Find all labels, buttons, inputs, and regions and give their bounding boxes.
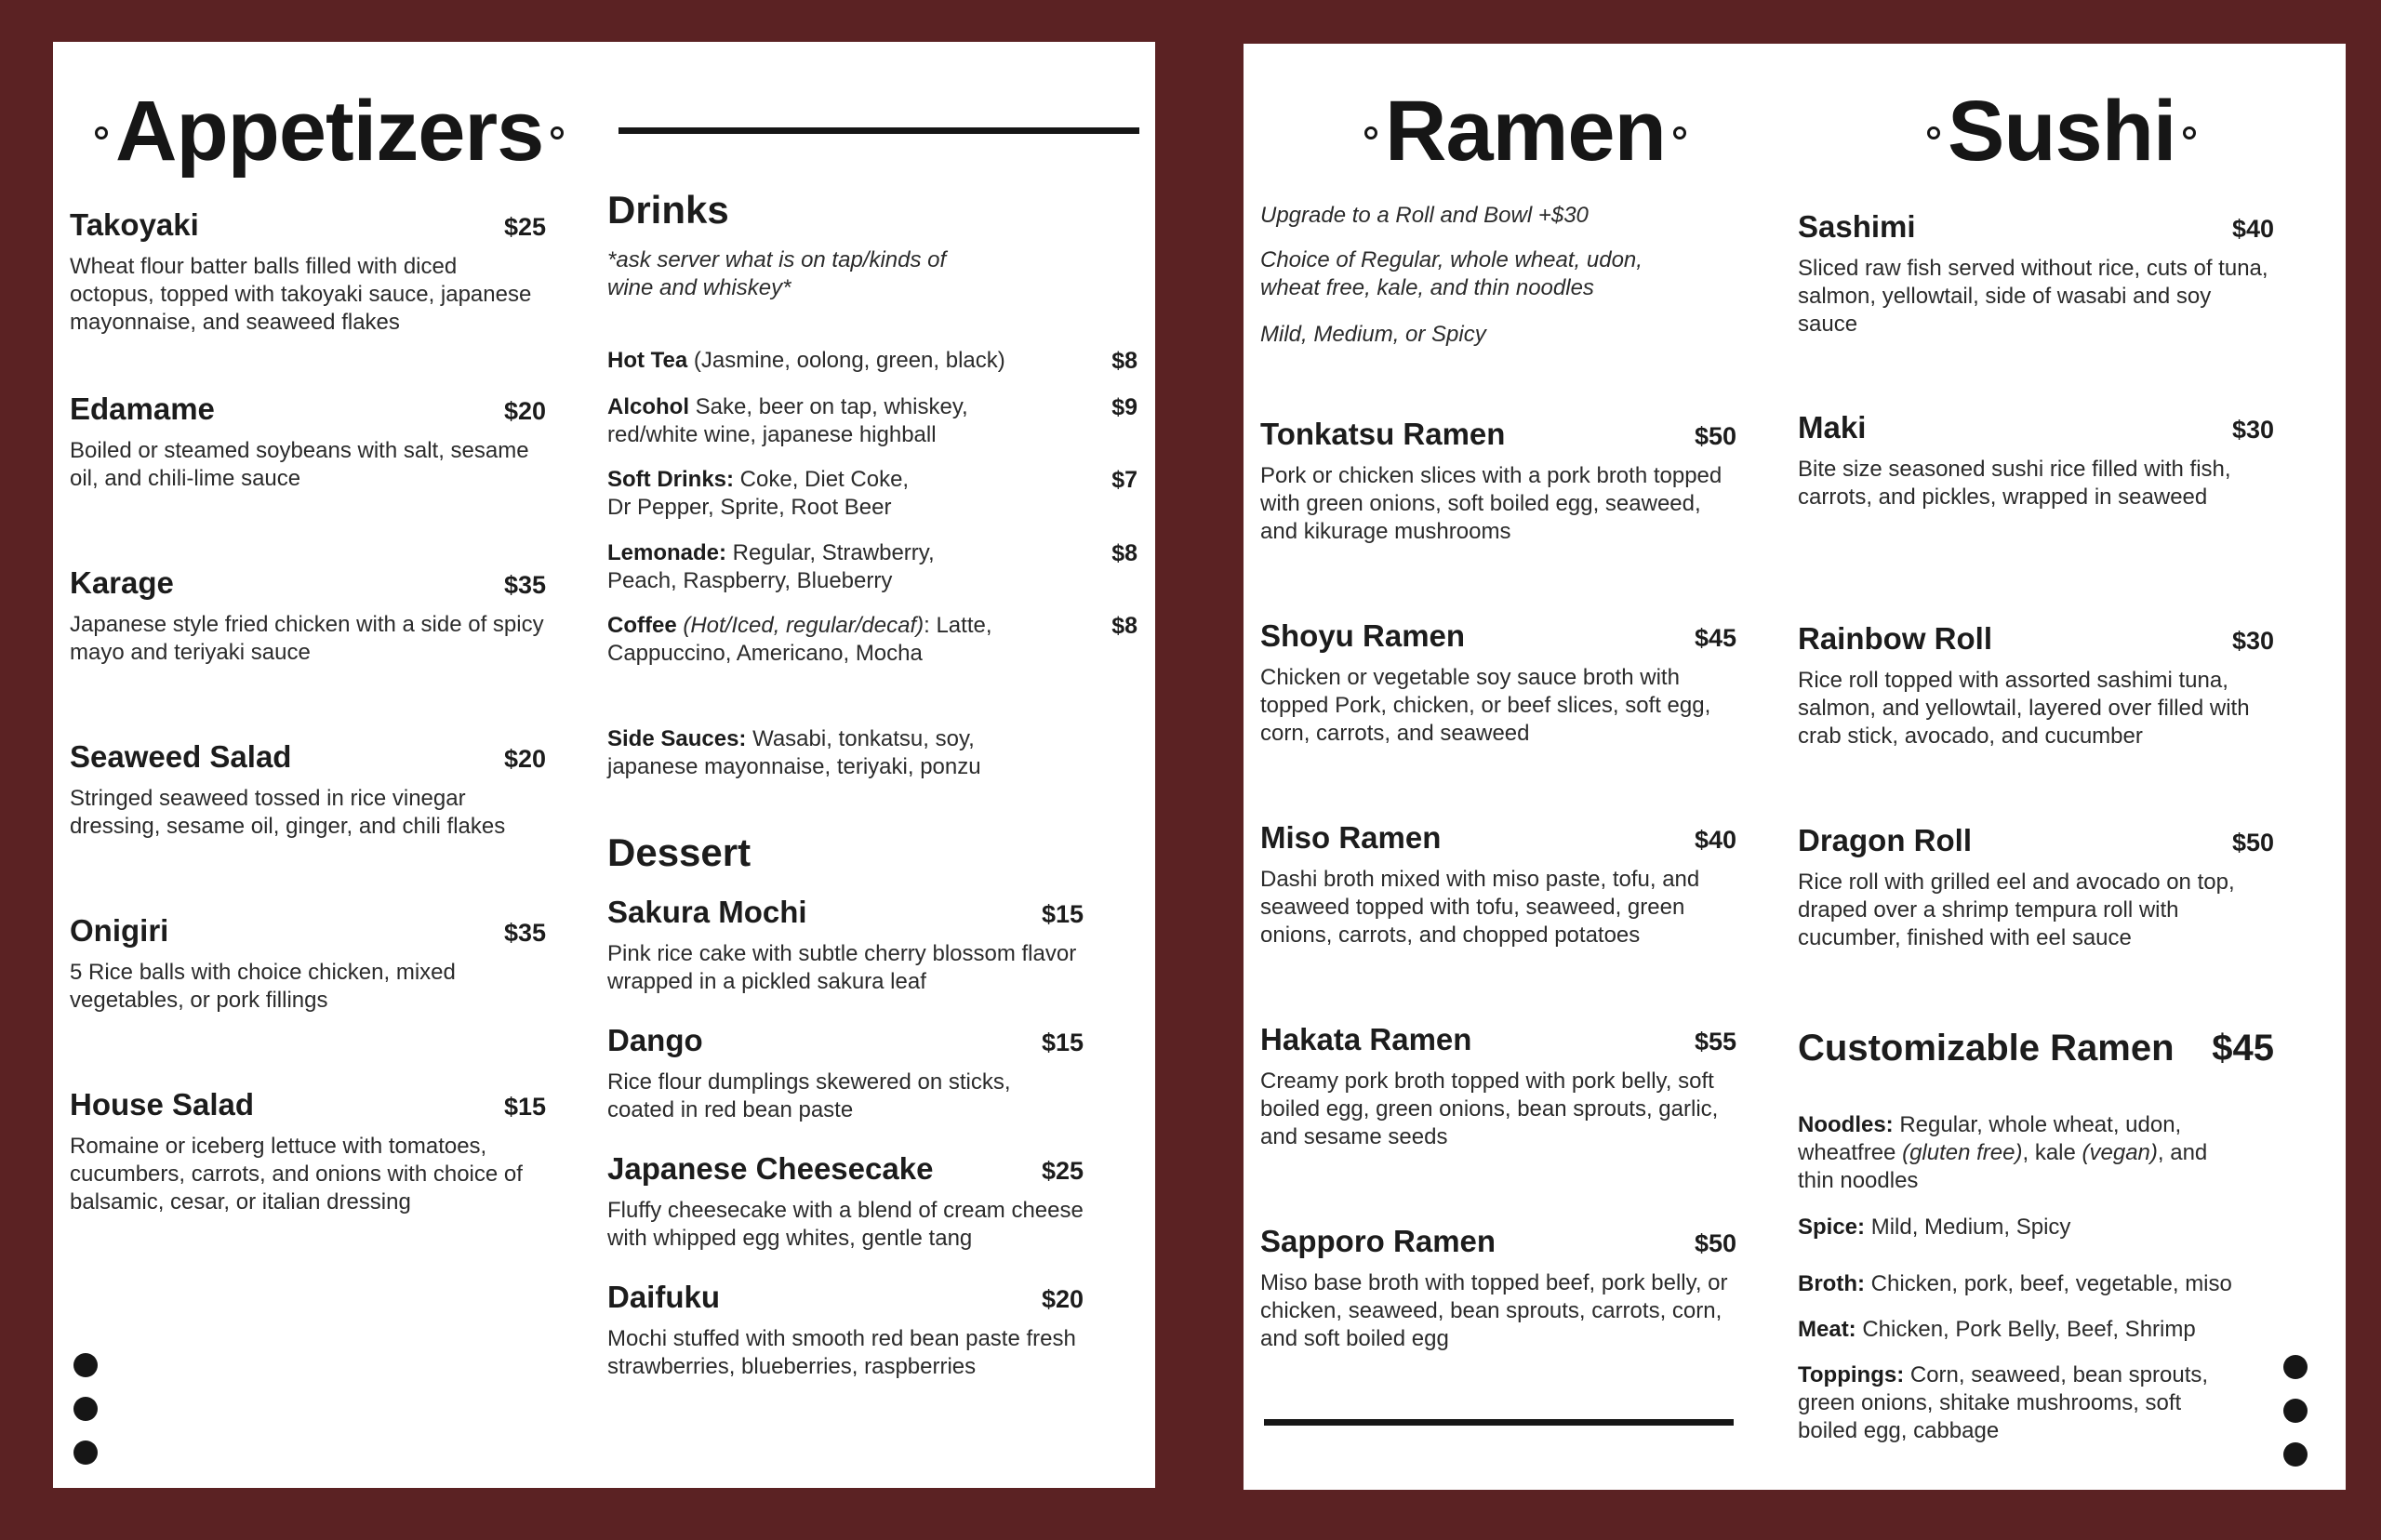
item-description: Pork or chicken slices with a pork broth topped with green onions, soft boiled egg, seaweed, and kikurage mushrooms (1260, 463, 1723, 544)
item-name: Seaweed Salad (70, 739, 292, 774)
menu-item (70, 1086, 546, 1216)
item-name: Takoyaki (70, 207, 199, 242)
sushi-item (1798, 409, 2274, 511)
item-name: Hakata Ramen (1260, 1022, 1472, 1056)
item-description: Rice roll topped with assorted sashimi tuna, salmon, and yellowtail, layered over filled with crab stick, avocado, and cucumber (1798, 668, 2250, 749)
item-description: Wheat flour batter balls filled with diced octopus, topped with takoyaki sauce, japanese mayonnaise, and seaweed flakes (70, 254, 532, 335)
item-name: House Salad (70, 1087, 255, 1122)
custom-text: Chicken, Pork Belly, Beef, Shrimp (1856, 1317, 2196, 1342)
item-price: $20 (1041, 1285, 1084, 1313)
item-price: $30 (2231, 416, 2274, 444)
menu-item (70, 564, 546, 667)
item-name: Miso Ramen (1260, 820, 1442, 855)
item-price: $15 (1041, 1029, 1084, 1056)
drink-details: Sake, beer on tap, whiskey, red/white wine, japanese highball (607, 394, 968, 447)
ring-ornament-icon (1927, 126, 1940, 139)
item-description: Rice roll with grilled eel and avocado on top, draped over a shrimp tempura roll with cucumber, finished with eel sauce (1798, 870, 2235, 950)
ramen-note-upgrade: Upgrade to a Roll and Bowl +$30 (1260, 203, 1589, 228)
item-price: $40 (1694, 826, 1736, 854)
item-description: Japanese style fried chicken with a side of spicy mayo and teriyaki sauce (70, 612, 544, 665)
custom-text: , kale (2022, 1140, 2082, 1165)
drink-label: Coffee (607, 613, 677, 638)
dot-ornament-icon (73, 1353, 98, 1377)
drinks-heading: Drinks (607, 188, 729, 232)
drink-item (607, 393, 1137, 449)
item-price: $15 (1041, 900, 1084, 928)
dessert-item (607, 1279, 1084, 1381)
custom-broth-row (1798, 1270, 2281, 1298)
menu-item (70, 738, 546, 841)
dot-ornament-icon (2283, 1399, 2308, 1423)
drink-price: $7 (1111, 467, 1137, 493)
drink-price: $8 (1111, 348, 1137, 374)
ramen-item (1260, 416, 1736, 546)
item-price: $50 (2231, 829, 2274, 856)
drink-price: $9 (1111, 394, 1137, 420)
ring-ornament-icon (1364, 126, 1377, 139)
item-description: Creamy pork broth topped with pork belly, soft boiled egg, green onions, bean sprouts, garlic, and sesame seeds (1260, 1069, 1719, 1149)
item-description: Rice flour dumplings skewered on sticks, coated in red bean paste (607, 1069, 1011, 1122)
ring-ornament-icon (2183, 126, 2196, 139)
menu-item (70, 206, 546, 337)
custom-qualifier: (gluten free) (1902, 1140, 2023, 1165)
custom-text: , and thin noodles (1798, 1140, 2208, 1193)
dot-ornament-icon (2283, 1442, 2308, 1467)
item-name: Rainbow Roll (1798, 621, 1992, 656)
ramen-item (1260, 617, 1736, 748)
custom-toppings-row (1798, 1361, 2226, 1445)
dot-ornament-icon (2283, 1355, 2308, 1379)
ring-ornament-icon (95, 126, 108, 139)
dot-ornament-icon (73, 1397, 98, 1421)
custom-spice-row (1798, 1214, 2244, 1241)
item-price: $45 (1694, 624, 1736, 652)
item-name: Shoyu Ramen (1260, 618, 1466, 653)
item-description: Mochi stuffed with smooth red bean paste fresh strawberries, blueberries, raspberries (607, 1326, 1076, 1379)
sushi-item (1798, 620, 2274, 750)
drink-item (607, 466, 1137, 522)
menu-page-left (53, 42, 1155, 1488)
custom-text: Regular, whole wheat, udon, wheatfree (1798, 1112, 2182, 1165)
item-name: Edamame (70, 392, 215, 426)
drinks-note: *ask server what is on tap/kinds of wine and whiskey* (607, 247, 947, 300)
drink-label-qualifier: (Hot/Iced, regular/decaf) (676, 613, 924, 638)
custom-label: Noodles: (1798, 1112, 1894, 1137)
item-price: $35 (503, 919, 546, 947)
appetizers-title: Appetizers (115, 84, 544, 179)
custom-qualifier: (vegan) (2082, 1140, 2158, 1165)
item-description: Romaine or iceberg lettuce with tomatoes, cucumbers, carrots, and onions with choice of balsamic, cesar, or italian dressing (70, 1134, 523, 1215)
custom-label: Toppings: (1798, 1362, 1905, 1387)
item-price: $35 (503, 571, 546, 599)
item-name: Sapporo Ramen (1260, 1224, 1496, 1258)
drink-price: $8 (1111, 540, 1137, 566)
item-description: 5 Rice balls with choice chicken, mixed vegetables, or pork fillings (70, 960, 456, 1013)
ring-ornament-icon (551, 126, 564, 139)
side-sauces-label: Side Sauces: (607, 726, 747, 751)
drink-item (607, 347, 1137, 375)
item-description: Stringed seaweed tossed in rice vinegar dressing, sesame oil, ginger, and chili flakes (70, 786, 506, 839)
custom-label: Meat: (1798, 1317, 1856, 1342)
drink-label: Hot Tea (607, 348, 688, 373)
custom-ramen-price: $45 (2212, 1028, 2274, 1069)
item-price: $25 (503, 213, 546, 241)
drink-item (607, 539, 1137, 595)
menu-item (70, 912, 546, 1015)
dessert-item (607, 1150, 1084, 1253)
sushi-title: Sushi (1948, 84, 2176, 179)
item-price: $25 (1041, 1157, 1084, 1185)
item-description: Miso base broth with topped beef, pork belly, or chicken, seaweed, bean sprouts, carrots, corn, and soft boiled egg (1260, 1270, 1728, 1351)
sushi-heading (1927, 84, 2196, 179)
item-name: Karage (70, 565, 174, 600)
item-name: Japanese Cheesecake (607, 1151, 934, 1186)
item-price: $55 (1694, 1028, 1736, 1055)
side-sauces (607, 725, 1044, 781)
item-description: Pink rice cake with subtle cherry blossom flavor wrapped in a pickled sakura leaf (607, 941, 1077, 994)
side-sauces-list: Wasabi, tonkatsu, soy, japanese mayonnaise, teriyaki, ponzu (607, 726, 981, 779)
item-price: $40 (2231, 215, 2274, 243)
item-description: Bite size seasoned sushi rice filled with fish, carrots, and pickles, wrapped in seaweed (1798, 457, 2231, 510)
decorative-rule (619, 127, 1139, 134)
drink-label: Lemonade: (607, 540, 727, 565)
dessert-heading: Dessert (607, 830, 752, 874)
item-name: Dragon Roll (1798, 823, 1972, 857)
menu-item (70, 391, 546, 493)
dessert-item (607, 894, 1084, 996)
item-name: Maki (1798, 410, 1867, 445)
decorative-rule (1264, 1419, 1734, 1426)
item-description: Sliced raw fish served without rice, cuts of tuna, salmon, yellowtail, side of wasabi and soy sauce (1798, 256, 2268, 337)
item-price: $30 (2231, 627, 2274, 655)
custom-noodles-row (1798, 1111, 2226, 1195)
item-price: $20 (503, 745, 546, 773)
item-name: Dango (607, 1023, 703, 1057)
custom-ramen-title: Customizable Ramen (1798, 1028, 2175, 1069)
appetizers-heading (95, 84, 564, 179)
ramen-note-noodles: Choice of Regular, whole wheat, udon, wheat free, kale, and thin noodles (1260, 247, 1643, 300)
item-name: Sashimi (1798, 209, 1916, 244)
menu-page-right (1244, 44, 2346, 1490)
item-name: Daifuku (607, 1280, 721, 1314)
item-description: Dashi broth mixed with miso paste, tofu, and seaweed topped with tofu, seaweed, green onions, carrots, and chopped potatoes (1260, 867, 1700, 948)
ramen-item (1260, 819, 1736, 949)
drink-details: Coke, Diet Coke, Dr Pepper, Sprite, Root Beer (607, 467, 910, 520)
drink-item (607, 612, 1137, 668)
item-description: Boiled or steamed soybeans with salt, sesame oil, and chili-lime sauce (70, 438, 529, 491)
item-price: $50 (1694, 422, 1736, 450)
drink-label: Alcohol (607, 394, 689, 419)
ramen-item (1260, 1021, 1736, 1151)
drink-details: : Latte, Cappuccino, Americano, Mocha (607, 613, 992, 666)
ramen-item (1260, 1223, 1736, 1353)
drink-details: Regular, Strawberry, Peach, Raspberry, Blueberry (607, 540, 935, 593)
item-price: $50 (1694, 1229, 1736, 1257)
sushi-item (1798, 822, 2274, 952)
ramen-heading (1364, 84, 1686, 179)
ramen-title: Ramen (1385, 84, 1666, 179)
dessert-item (607, 1022, 1084, 1124)
custom-text: Mild, Medium, Spicy (1865, 1215, 2071, 1240)
custom-text: Corn, seaweed, bean sprouts, green onions, shitake mushrooms, soft boiled egg, cabbage (1798, 1362, 2209, 1443)
item-name: Sakura Mochi (607, 895, 807, 929)
item-name: Tonkatsu Ramen (1260, 417, 1506, 451)
item-name: Onigiri (70, 913, 169, 948)
custom-label: Broth: (1798, 1271, 1865, 1296)
drink-label: Soft Drinks: (607, 467, 735, 492)
ring-ornament-icon (1673, 126, 1686, 139)
item-price: $15 (503, 1093, 546, 1121)
sushi-item (1798, 208, 2274, 339)
custom-ramen-header (1798, 1024, 2274, 1072)
dot-ornament-icon (73, 1440, 98, 1465)
custom-text: Chicken, pork, beef, vegetable, miso (1864, 1271, 2232, 1296)
custom-label: Spice: (1798, 1215, 1866, 1240)
item-description: Fluffy cheesecake with a blend of cream cheese with whipped egg whites, gentle tang (607, 1198, 1084, 1251)
ramen-note-spice: Mild, Medium, or Spicy (1260, 322, 1486, 347)
item-price: $20 (503, 397, 546, 425)
item-description: Chicken or vegetable soy sauce broth with topped Pork, chicken, or beef slices, soft egg, corn, carrots, and seaweed (1260, 665, 1711, 746)
drink-details: (Jasmine, oolong, green, black) (687, 348, 1005, 373)
custom-meat-row (1798, 1316, 2281, 1344)
drink-price: $8 (1111, 613, 1137, 639)
